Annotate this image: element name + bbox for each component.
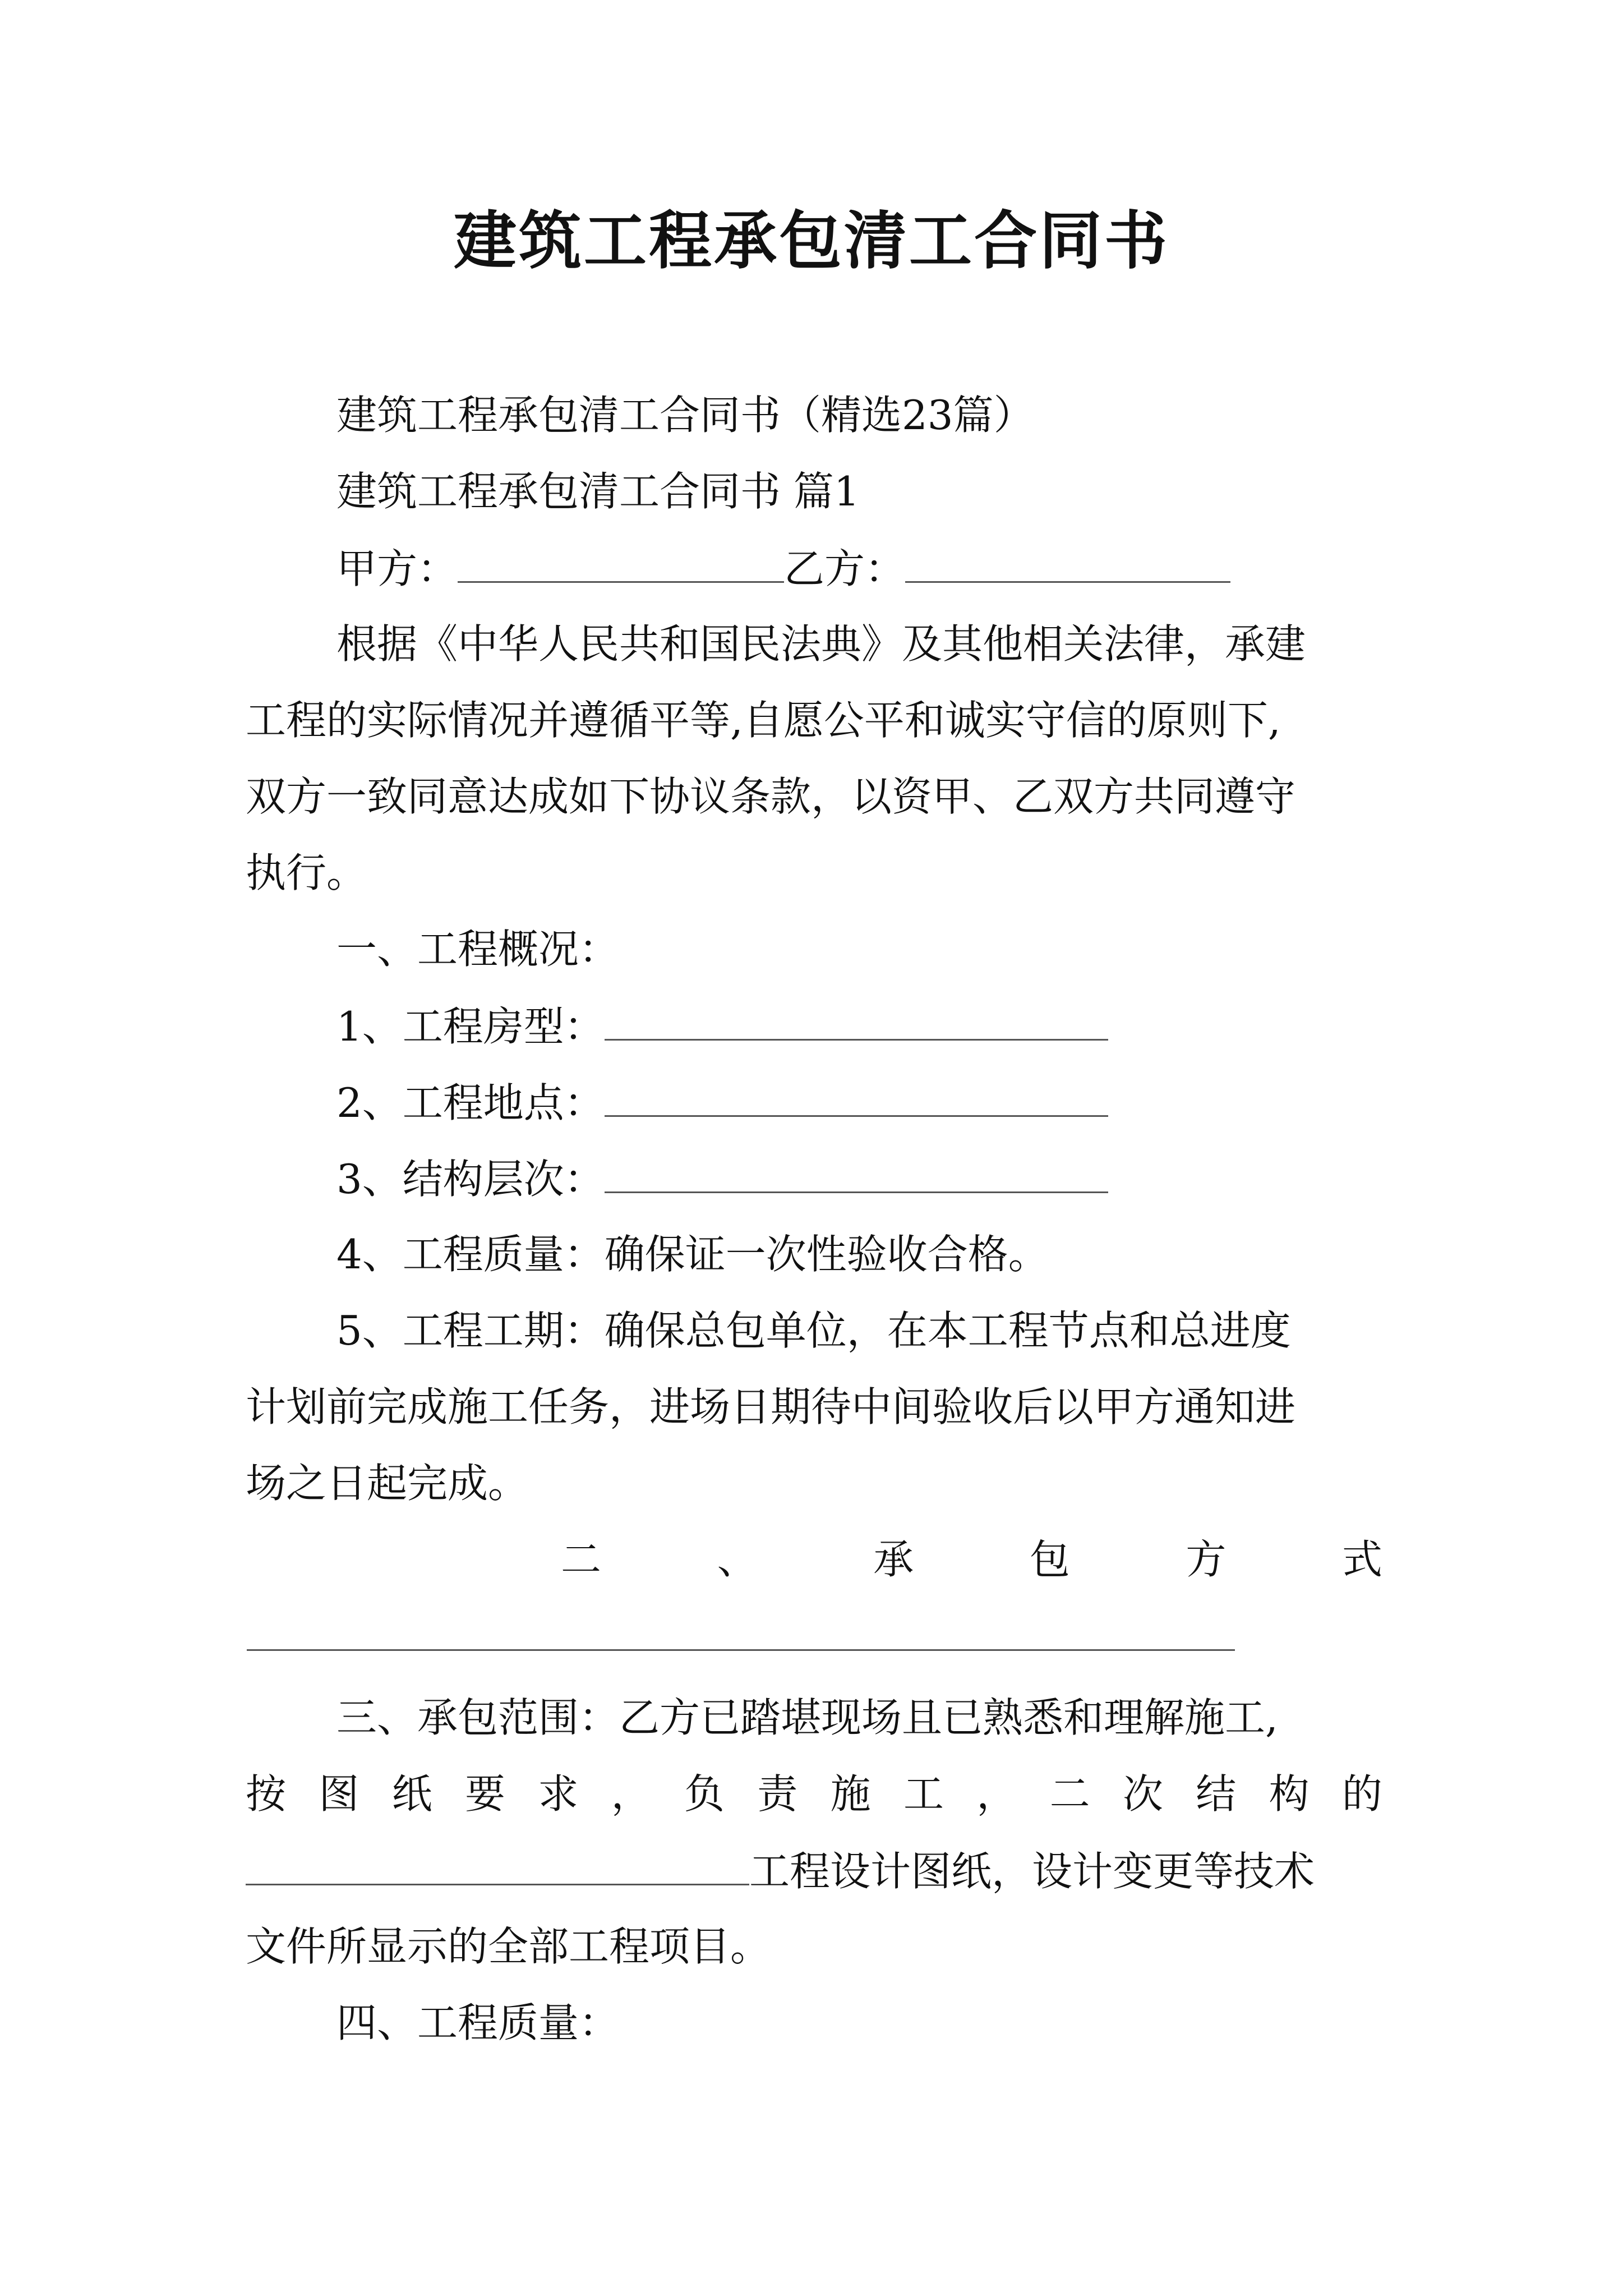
scope-char: 结 (1196, 1770, 1237, 1818)
party-a-blank (458, 540, 784, 583)
document-title: 建筑工程承包清工合同书 (454, 204, 1169, 278)
party-b-label: 乙方： (784, 545, 906, 592)
scope-char: 二 (1049, 1770, 1090, 1818)
overview-item-1 (336, 997, 1108, 1055)
contract-mode-blank (247, 1649, 1235, 1651)
overview-item-3-label: 3、结构层次： (336, 1156, 605, 1203)
overview-item-5-line-2: 计划前完成施工任务，进场日期待中间验收后以甲方通知进 (246, 1383, 1296, 1430)
intro-line-1: 根据《中华人民共和国民法典》及其他相关法律，承建 (336, 620, 1306, 668)
scope-char: 纸 (391, 1770, 432, 1818)
overview-item-1-label: 1、工程房型： (336, 1003, 605, 1050)
contract-mode-char: 包 (1029, 1536, 1070, 1583)
scope-char: 负 (684, 1770, 725, 1818)
scope-char: 施 (830, 1770, 871, 1818)
scope-char: 责 (757, 1770, 798, 1818)
scope-char: 次 (1122, 1770, 1163, 1818)
parties-line (336, 540, 1230, 597)
overview-item-5-line-3: 场之日起完成。 (246, 1460, 529, 1507)
intro-line-2: 工程的实际情况并遵循平等,自愿公平和诚实守信的原则下, (246, 697, 1281, 744)
location-blank (605, 1074, 1108, 1117)
overview-item-2 (336, 1074, 1108, 1131)
scope-line-2 (246, 1766, 1382, 1822)
scope-char: 图 (319, 1770, 359, 1818)
intro-line-3: 双方一致同意达成如下协议条款，以资甲、乙双方共同遵守 (246, 773, 1296, 820)
house-type-blank (605, 997, 1108, 1041)
subtitle: 建筑工程承包清工合同书（精选23篇） (336, 392, 1034, 439)
party-a-label: 甲方： (336, 545, 458, 592)
overview-item-4: 4、工程质量：确保证一次性验收合格。 (336, 1231, 1049, 1278)
contract-mode-heading (561, 1531, 1382, 1588)
scope-char: 按 (246, 1770, 287, 1818)
intro-line-4: 执行。 (246, 849, 367, 896)
scope-char: ， (611, 1770, 652, 1818)
scope-line-4: 文件所显示的全部工程项目。 (246, 1923, 771, 1970)
scope-line-1: 三、承包范围：乙方已踏堪现场且已熟悉和理解施工, (336, 1694, 1278, 1741)
scope-blank (246, 1842, 749, 1885)
scope-char: 要 (464, 1770, 505, 1818)
contract-mode-char: 承 (873, 1536, 914, 1583)
scope-char: 工 (903, 1770, 944, 1818)
quality-heading: 四、工程质量： (336, 1999, 620, 2046)
scope-char: 构 (1269, 1770, 1310, 1818)
section-heading: 建筑工程承包清工合同书 篇1 (336, 468, 860, 515)
overview-item-3 (336, 1150, 1108, 1207)
overview-item-5-line-1: 5、工程工期：确保总包单位，在本工程节点和总进度 (336, 1307, 1291, 1354)
scope-line-3-text: 工程设计图纸，设计变更等技术 (749, 1848, 1315, 1895)
overview-item-2-label: 2、工程地点： (336, 1079, 605, 1126)
contract-mode-char: 、 (717, 1536, 758, 1583)
scope-char: 的 (1341, 1770, 1382, 1818)
overview-heading: 一、工程概况： (336, 926, 620, 973)
contract-mode-char: 二 (561, 1536, 602, 1583)
contract-mode-char: 式 (1341, 1536, 1382, 1583)
contract-mode-char: 方 (1186, 1536, 1227, 1583)
scope-char: ， (976, 1770, 1017, 1818)
structure-blank (605, 1150, 1108, 1193)
party-b-blank (905, 540, 1230, 583)
scope-line-3 (246, 1842, 1315, 1899)
scope-char: 求 (538, 1770, 579, 1818)
